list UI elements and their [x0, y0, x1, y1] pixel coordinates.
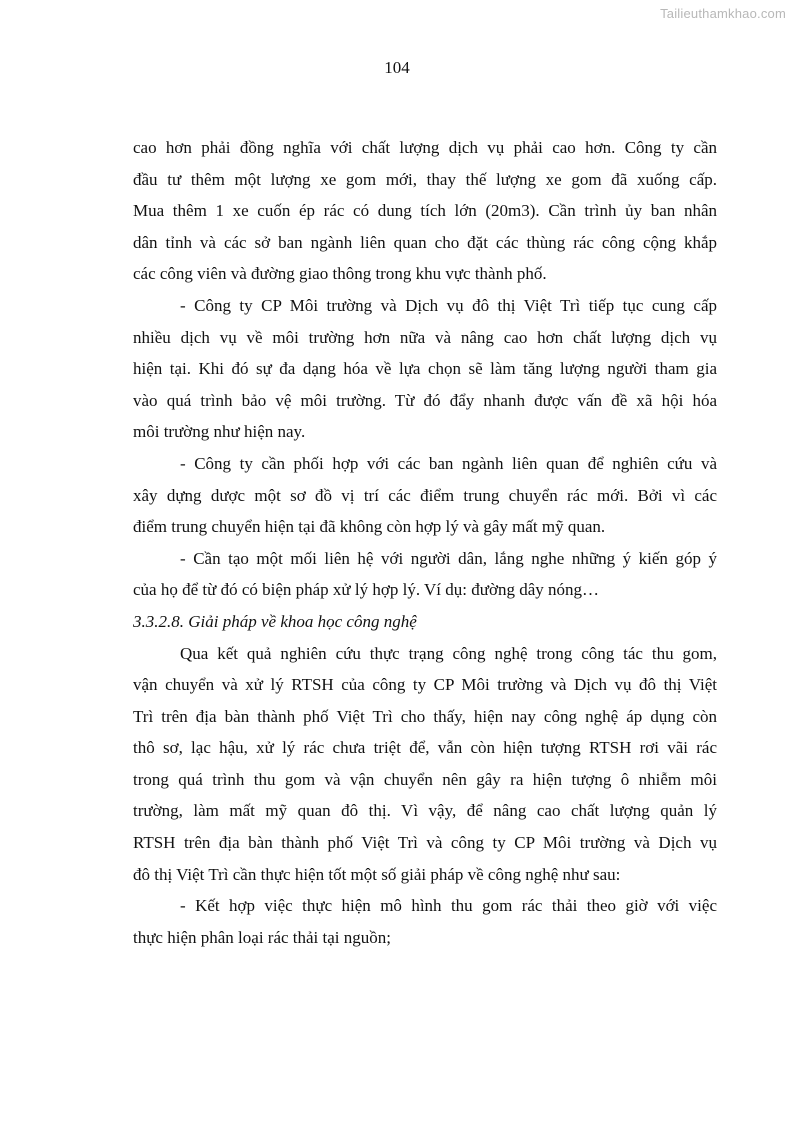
- text-line: - Công ty CP Môi trường và Dịch vụ đô thị Việt Trì tiếp tục cung cấp: [180, 295, 717, 315]
- watermark: Tailieuthamkhao.com: [660, 6, 786, 21]
- text-line: vào quá trình bảo vệ môi trường. Từ đó đẩy nhanh được vấn đề xã hội hóa: [133, 390, 717, 410]
- text-line: đầu tư thêm một lượng xe gom mới, thay thế lượng xe gom đã xuống cấp.: [133, 169, 717, 189]
- text-line: - Kết hợp việc thực hiện mô hình thu gom rác thải theo giờ với việc: [180, 896, 717, 916]
- text-line: điểm trung chuyển hiện tại đã không còn hợp lý và gây mất mỹ quan.: [133, 517, 606, 537]
- text-line: môi trường như hiện nay.: [133, 422, 306, 442]
- text-line: Qua kết quả nghiên cứu thực trạng công nghệ trong công tác thu gom,: [180, 643, 717, 663]
- text-line: trường, làm mất mỹ quan đô thị. Vì vậy, để nâng cao chất lượng quản lý: [133, 801, 717, 821]
- text-line: dân tỉnh và các sở ban ngành liên quan cho đặt các thùng rác công cộng khắp: [133, 232, 717, 252]
- section-heading: 3.3.2.8. Giải pháp về khoa học công nghệ: [133, 611, 417, 631]
- text-line: xây dựng dược một sơ đồ vị trí các điểm trung chuyển rác mới. Bởi vì các: [133, 485, 717, 505]
- text-line: thô sơ, lạc hậu, xử lý rác chưa triệt để, vẫn còn hiện tượng RTSH rơi vãi rác: [133, 738, 717, 758]
- text-line: hiện tại. Khi đó sự đa dạng hóa về lựa chọn sẽ làm tăng lượng người tham gia: [133, 359, 717, 379]
- text-line: RTSH trên địa bàn thành phố Việt Trì và công ty CP Môi trường và Dịch vụ: [133, 833, 717, 853]
- text-line: vận chuyển và xử lý RTSH của công ty CP Môi trường và Dịch vụ đô thị Việt: [133, 675, 717, 695]
- text-line: đô thị Việt Trì cần thực hiện tốt một số giải pháp về công nghệ như sau:: [133, 864, 621, 884]
- text-line: - Công ty cần phối hợp với các ban ngành liên quan để nghiên cứu và: [180, 453, 717, 473]
- text-line: thực hiện phân loại rác thải tại nguồn;: [133, 927, 391, 947]
- page-number: 104: [384, 58, 410, 77]
- document-body: [133, 132, 717, 953]
- text-line: cao hơn phải đồng nghĩa với chất lượng dịch vụ phải cao hơn. Công ty cần: [133, 138, 717, 157]
- text-line: Mua thêm 1 xe cuốn ép rác có dung tích lớn (20m3). Cần trình ủy ban nhân: [133, 201, 717, 221]
- text-line: nhiều dịch vụ về môi trường hơn nữa và nâng cao hơn chất lượng dịch vụ: [133, 327, 717, 347]
- text-line: - Cần tạo một mối liên hệ với người dân, lắng nghe những ý kiến góp ý: [180, 548, 717, 568]
- text-line: của họ để từ đó có biện pháp xử lý hợp lý. Ví dụ: đường dây nóng…: [133, 580, 599, 600]
- text-line: các công viên và đường giao thông trong khu vực thành phố.: [133, 264, 547, 284]
- text-line: trong quá trình thu gom và vận chuyển nên gây ra hiện tượng ô nhiễm môi: [133, 769, 717, 789]
- text-line: Trì trên địa bàn thành phố Việt Trì cho thấy, hiện nay công nghệ áp dụng còn: [133, 706, 717, 726]
